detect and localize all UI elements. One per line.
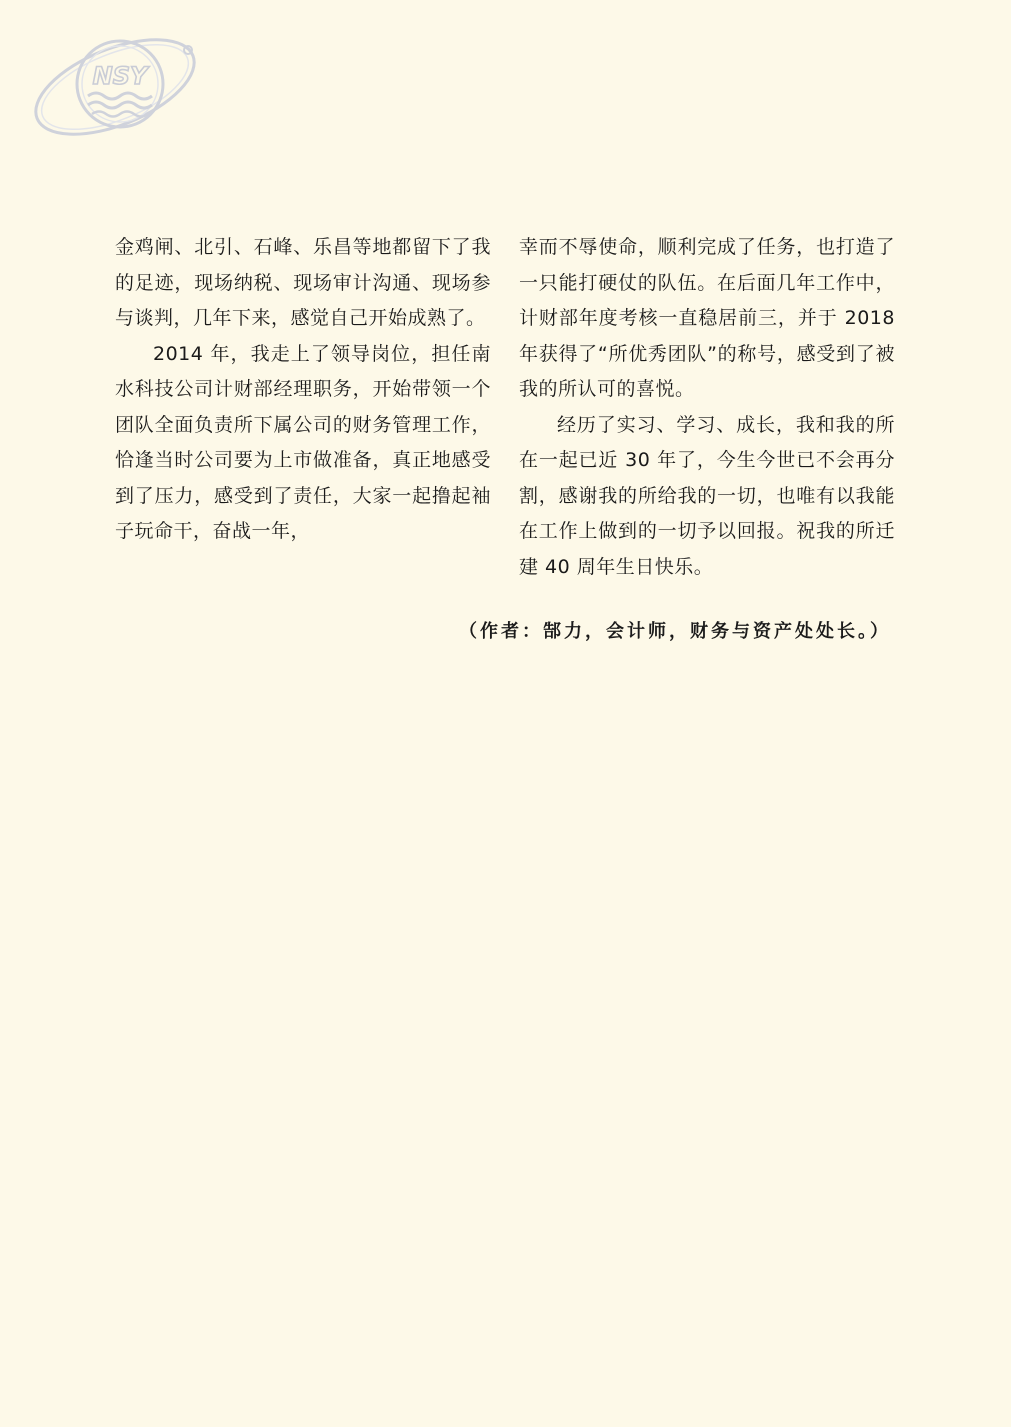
paragraph: 2014 年，我走上了领导岗位，担任南水科技公司计财部经理职务，开始带领一个团队全面负责所下属公司的财务管理工作，恰逢当时公司要为上市做准备，真正地感受到了压力，感受到了责任，大家一起撸起袖子玩命干，奋战一年， [115, 342, 491, 542]
paragraph: 经历了实习、学习、成长，我和我的所在一起已近 30 年了，今生今世已不会再分割，感谢我的所给我的一切，也唯有以我能在工作上做到的一切予以回报。祝我的所迁建 40 周年生日快乐。 [519, 413, 895, 578]
paragraph: 幸而不辱使命，顺利完成了任务，也打造了一只能打硬仗的队伍。在后面几年工作中，计财部年度考核一直稳居前三，并于 2018 年获得了“所优秀团队”的称号，感受到了被我的所认可的喜悦。 [519, 236, 895, 400]
author-byline: （作者：郜力，会计师，财务与资产处处长。） [459, 621, 891, 642]
left-column [115, 230, 491, 550]
right-column [519, 230, 895, 585]
logo-text: NSY [92, 62, 148, 90]
paragraph: 金鸡闸、北引、石峰、乐昌等地都留下了我的足迹，现场纳税、现场审计沟通、现场参与谈判，几年下来，感觉自己开始成熟了。 [115, 236, 491, 329]
nsy-logo-icon [28, 22, 203, 152]
